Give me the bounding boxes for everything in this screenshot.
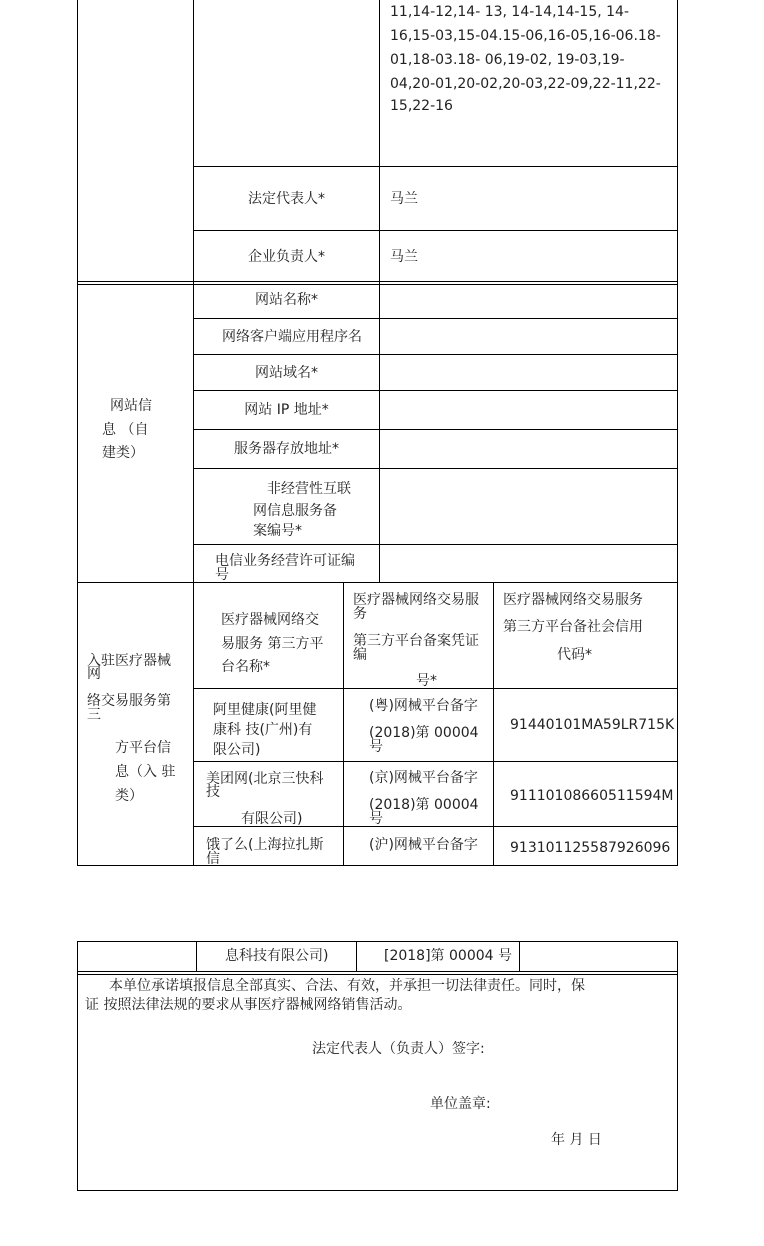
website-name-label: 网站名称* bbox=[255, 292, 318, 308]
platform-credit-code: 91110108660511594M bbox=[510, 788, 674, 804]
manager-value: 马兰 bbox=[390, 249, 418, 265]
code-line: 16,15-03,15-04.15-06,16-05,16-06.18- bbox=[390, 28, 661, 44]
signature-label: 法定代表人（负责人）签字: bbox=[312, 1041, 485, 1057]
continued-record-number: [2018]第 00004 号 bbox=[384, 948, 512, 964]
table-border bbox=[77, 865, 678, 866]
table-border bbox=[193, 761, 678, 762]
table-border bbox=[677, 941, 678, 1191]
seal-label: 单位盖章: bbox=[430, 1096, 491, 1112]
table-border bbox=[193, 429, 678, 430]
table-border bbox=[77, 971, 678, 972]
table-border bbox=[77, 284, 678, 285]
table-border bbox=[379, 0, 380, 582]
code-line: 15,22-16 bbox=[390, 98, 453, 114]
table-border bbox=[193, 230, 678, 231]
table-border bbox=[193, 390, 678, 391]
pledge-line: 本单位承诺填报信息全部真实、合法、有效，并承担一切法律责任。同时，保 bbox=[109, 978, 585, 994]
table-border bbox=[77, 582, 678, 583]
platform-credit-code: 913101125587926096 bbox=[510, 840, 671, 856]
table-border bbox=[77, 1190, 678, 1191]
table-border bbox=[193, 166, 678, 167]
table-border bbox=[193, 0, 194, 866]
legal-rep-label: 法定代表人* bbox=[248, 191, 325, 207]
table-border bbox=[193, 468, 678, 469]
client-app-name-label: 网络客户端应用程序名 bbox=[222, 329, 362, 345]
legal-rep-value: 马兰 bbox=[390, 191, 418, 207]
table-border bbox=[493, 583, 494, 866]
table-border bbox=[77, 941, 678, 942]
manager-label: 企业负责人* bbox=[248, 249, 325, 265]
table-border bbox=[196, 941, 197, 972]
table-border bbox=[356, 941, 357, 972]
platform-credit-code: 91440101MA59LR715K bbox=[510, 717, 675, 733]
table-border bbox=[677, 0, 678, 866]
ip-address-label: 网站 IP 地址* bbox=[244, 402, 329, 418]
table-border bbox=[77, 0, 78, 866]
table-border bbox=[193, 318, 678, 319]
table-border bbox=[193, 544, 678, 545]
code-line: 01,18-03.18- 06,19-02, 19-03,19- bbox=[390, 52, 625, 68]
domain-label: 网站域名* bbox=[255, 365, 318, 381]
table-border bbox=[343, 583, 344, 866]
table-border bbox=[77, 941, 78, 1191]
table-border bbox=[77, 281, 678, 282]
code-line: 04,20-01,20-02,20-03,22-09,22-11,22- bbox=[390, 76, 661, 92]
pledge-line: 证 按照法律法规的要求从事医疗器械网络销售活动。 bbox=[85, 997, 412, 1013]
table-border bbox=[519, 941, 520, 972]
table-border bbox=[193, 354, 678, 355]
code-line: 11,14-12,14- 13, 14-14,14-15, 14- bbox=[390, 4, 630, 20]
date-label: 年 月 日 bbox=[551, 1132, 602, 1148]
continued-platform-name: 息科技有限公司) bbox=[225, 948, 329, 964]
server-location-label: 服务器存放地址* bbox=[234, 441, 339, 457]
